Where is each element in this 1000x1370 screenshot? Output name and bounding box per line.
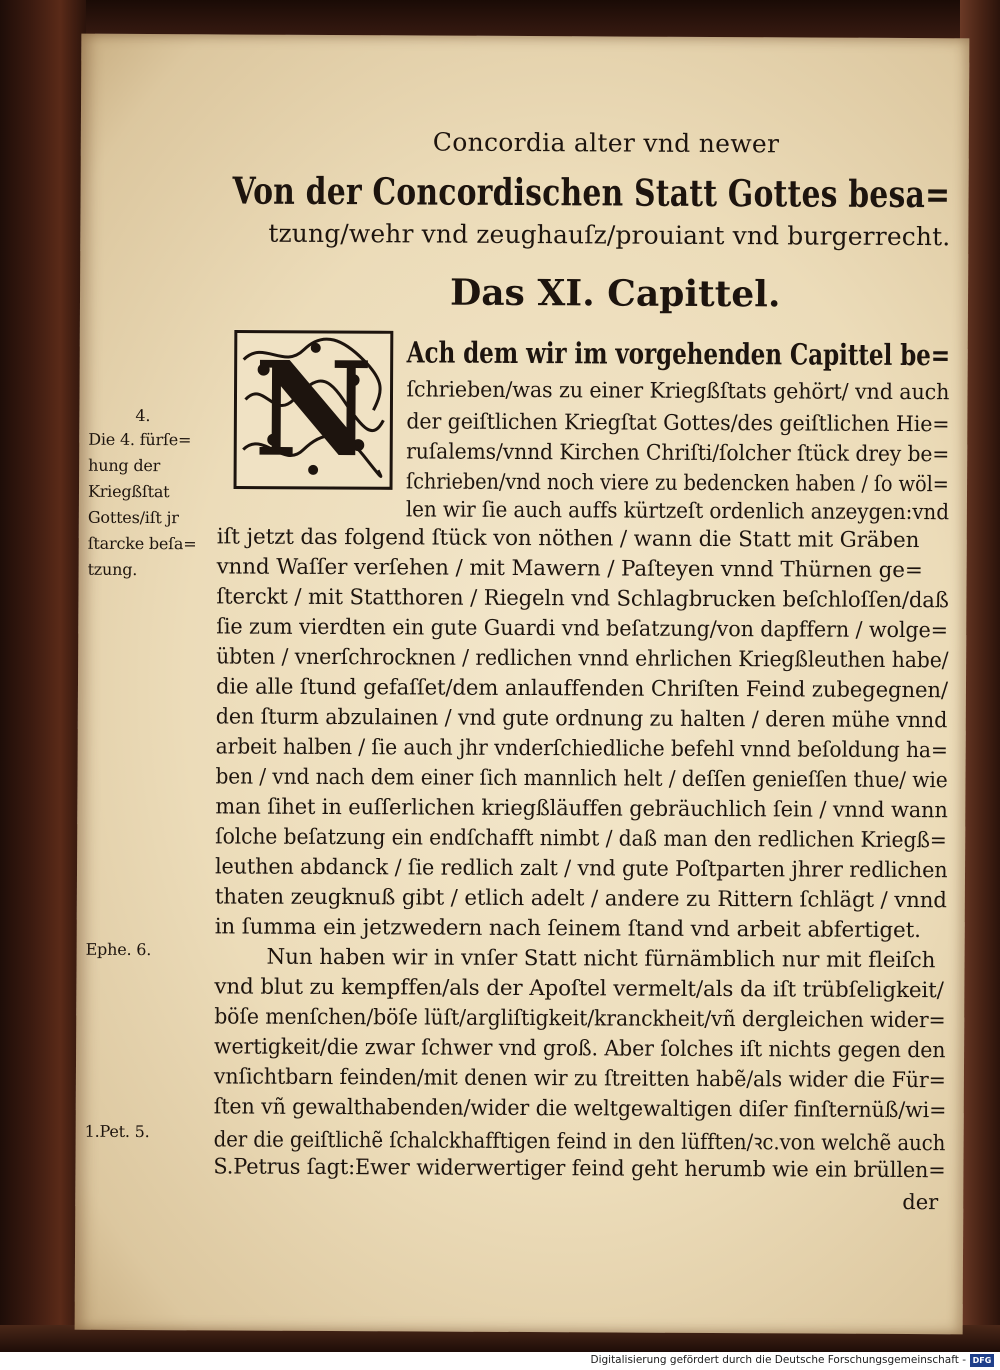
title-line-1: Von der Concordischen Statt Gottes besa= xyxy=(232,168,951,217)
body-line: ben / vnd nach dem einer ſich mannlich helt / deſſen genieſſen thue/ wie xyxy=(215,764,948,794)
margin-note: 1.Pet. 5. xyxy=(84,1121,150,1142)
body-line: len wir ſie auch auffs kürtzeſt ordenlich anzeygen:vnd xyxy=(405,497,949,526)
margin-note: ſtarcke beſa= xyxy=(87,533,197,554)
body-line: Ach dem wir im vorgehenden Capittel be= xyxy=(406,335,951,373)
body-line: übten / vnerſchrocknen / redlichen vnnd ehrlichen Kriegßleuthen habe/ xyxy=(216,644,949,674)
dfg-logo-icon: DFG xyxy=(970,1354,994,1367)
margin-note: tzung. xyxy=(87,559,138,579)
body-line: ruſalems/vnnd Kirchen Chriſti/ſolcher ſtück drey be= xyxy=(406,439,950,468)
body-line: vnd blut zu kempffen/als der Apoſtel vermelt/als da iſt trübſeligkeit/ xyxy=(214,974,944,1004)
body-line: ſie zum vierdten ein gute Guardi vnd beſatzung/von dapffern / wolge= xyxy=(216,614,949,644)
funding-credit: Digitalisierung gefördert durch die Deutsche Forschungsgemeinschaft - xyxy=(590,1354,966,1366)
book-page xyxy=(75,34,970,1335)
margin-note: Kriegßſtat xyxy=(87,481,170,502)
body-line: den ſturm abzulainen / vnd gute ordnung zu halten / deren mühe vnnd xyxy=(215,704,948,734)
catchword: der xyxy=(902,1189,939,1215)
body-line: vnſichtbarn feinden/mit denen wir zu ſtreitten habẽ/als wider die Für= xyxy=(213,1064,946,1094)
decorated-initial xyxy=(233,329,394,490)
margin-note: Gottes/iſt jr xyxy=(87,507,179,528)
body-line: böſe menſchen/böſe lüſt/argliſtigkeit/kranckheit/vñ dergleichen wider= xyxy=(214,1004,946,1034)
body-line: ſten vñ gewalthabenden/wider die weltgewaltigen diſer finſternüß/wi= xyxy=(213,1094,947,1124)
body-line: ſolche beſatzung ein endſchafft nimbt / daß man den redlichen Kriegß= xyxy=(215,824,947,854)
body-line: die alle ſtund gefaſſet/dem anlauffenden Chriſten Feind zubegegnen/ xyxy=(215,674,949,704)
body-line: ſchrieben/vnd noch viere zu bedencken haben / ſo wöl= xyxy=(405,469,949,498)
body-line: vnnd Waſſer verſehen / mit Mawern / Paſteyen vnnd Thürnen ge= xyxy=(216,554,923,584)
body-line: der geiſtlichen Kriegſtat Gottes/des geiſtlichen Hie= xyxy=(406,409,950,438)
body-line: der die geiſtlichẽ ſchalckhafftigen feind in den lüfften/ꝛc.von welchẽ auch xyxy=(213,1127,946,1157)
margin-note: hung der xyxy=(88,455,161,476)
body-line: arbeit halben / ſie auch jhr vnderſchiedliche befehl vnnd beſoldung ha= xyxy=(215,734,948,764)
body-line: S.Petrus ſagt:Ewer widerwertiger feind geht herumb wie ein brüllen= xyxy=(213,1154,946,1184)
title-line-2: tzung/wehr vnd zeughauſz/prouiant vnd burgerrecht. xyxy=(268,218,951,252)
body-line: ſchrieben/was zu einer Kriegßſtats gehört/ vnd auch xyxy=(406,377,950,406)
running-head: Concordia alter vnd newer xyxy=(432,127,780,159)
body-line: iſt jetzt das folgend ſtück von nöthen / wann die Statt mit Gräben xyxy=(216,524,920,554)
body-line: Nun haben wir in vnſer Statt nicht fürnämblich nur mit fleiſch xyxy=(266,944,936,974)
margin-note: Ephe. 6. xyxy=(85,939,152,960)
body-line: wertigkeit/die zwar ſchwer vnd groß. Aber ſolches iſt nichts gegen den xyxy=(214,1034,946,1064)
body-line: thaten zeugknuß gibt / etlich adelt / andere zu Rittern ſchlägt / vnnd xyxy=(214,884,947,914)
margin-note: 4. xyxy=(135,405,151,426)
body-line: leuthen abdanck / ſie redlich zalt / vnd gute Poſtparten jhrer redlichen xyxy=(214,854,948,884)
body-line: in ſumma ein jetzwedern nach ſeinem ſtand vnd arbeit abfertiget. xyxy=(214,914,921,944)
binding-left xyxy=(0,0,86,1352)
body-line: ſterckt / mit Statthoren / Riegeln vnd Schlagbrucken beſchloſſen/daß xyxy=(216,584,949,614)
chapter-heading: Das XI. Capittel. xyxy=(449,271,781,316)
margin-note: Die 4. fürſe= xyxy=(88,429,192,450)
body-line: man ſihet in euſſerlichen kriegßläuffen gebräuchlich ſein / vnnd wann xyxy=(215,794,948,824)
initial-letter: N xyxy=(253,332,374,487)
